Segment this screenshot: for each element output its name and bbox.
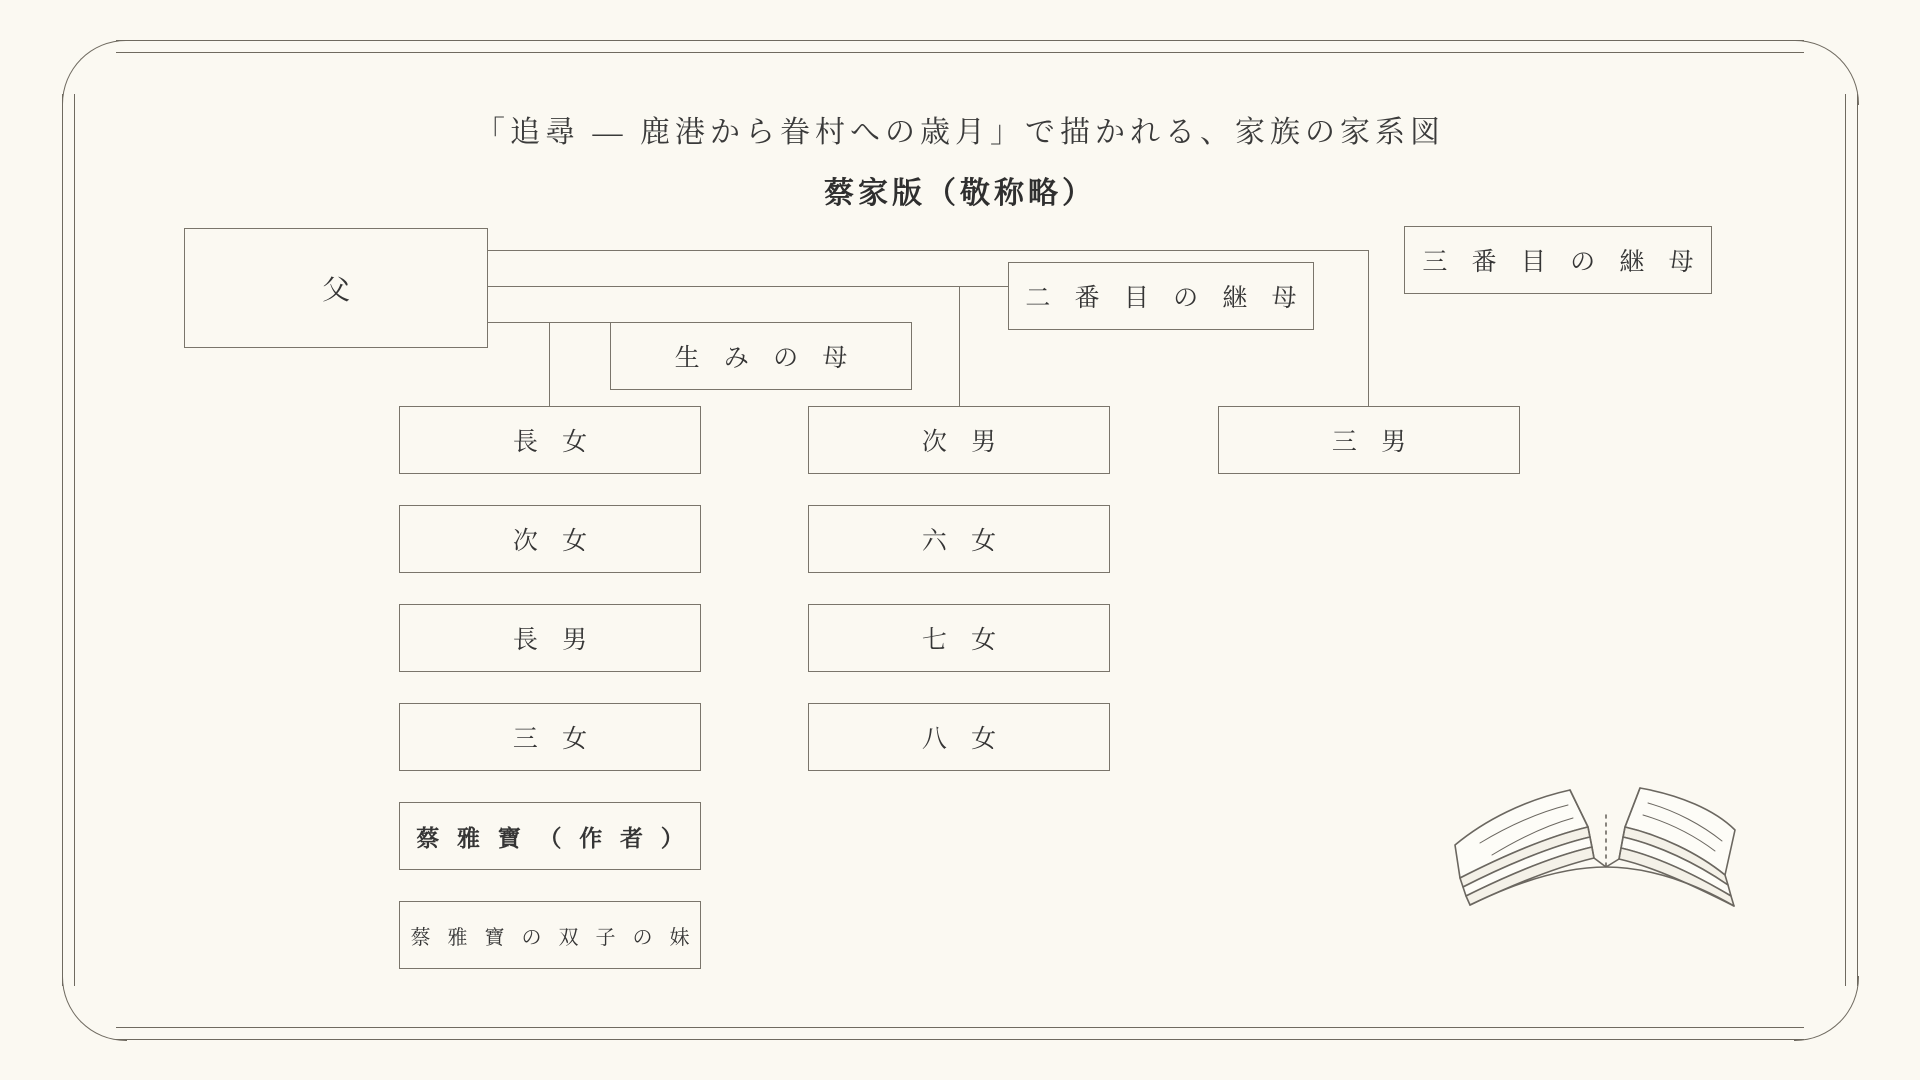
node-child-eighth-daughter[interactable] — [808, 703, 1110, 771]
node-child-author-label: 蔡 雅 寶 （ 作 者 ） — [416, 825, 690, 851]
node-child-eldest-son[interactable] — [399, 604, 701, 672]
node-child-seventh-daughter-label: 七 女 — [921, 627, 1006, 654]
node-child-eldest-daughter-label: 長 女 — [512, 429, 597, 456]
node-stepmother-second[interactable] — [1008, 262, 1314, 330]
edge-father-to-stepmother2-horizontal — [488, 286, 1008, 287]
node-child-second-son[interactable] — [808, 406, 1110, 474]
node-child-eighth-daughter-label: 八 女 — [921, 726, 1006, 753]
node-child-author-twin-sister[interactable] — [399, 901, 701, 969]
node-child-author-twin-sister-label: 蔡 雅 寶 の 双 子 の 妹 — [410, 926, 696, 949]
node-child-author[interactable] — [399, 802, 701, 870]
node-child-third-son[interactable] — [1218, 406, 1520, 474]
node-child-sixth-daughter[interactable] — [808, 505, 1110, 573]
node-child-second-daughter-label: 次 女 — [512, 528, 597, 555]
node-child-eldest-son-label: 長 男 — [512, 627, 597, 654]
node-child-third-daughter-label: 三 女 — [512, 726, 597, 753]
node-child-second-son-label: 次 男 — [921, 429, 1006, 456]
edge-father-to-stepmother3-horizontal — [488, 250, 1368, 251]
open-book-illustration — [1440, 715, 1790, 965]
node-child-third-daughter[interactable] — [399, 703, 701, 771]
diagram-title-secondary: 蔡家版（敬称略） — [824, 177, 1096, 210]
edge-stepmother2-children-vertical — [959, 286, 960, 406]
node-birth-mother[interactable] — [610, 322, 912, 390]
diagram-title-primary: 「追尋 — 鹿港から眷村への歳月」で描かれる、家族の家系図 — [475, 116, 1445, 149]
node-child-third-son-label: 三 男 — [1331, 429, 1416, 456]
node-father-label: 父 — [321, 275, 359, 306]
node-child-eldest-daughter[interactable] — [399, 406, 701, 474]
node-child-seventh-daughter[interactable] — [808, 604, 1110, 672]
node-child-second-daughter[interactable] — [399, 505, 701, 573]
node-stepmother-third-label: 三 番 目 の 継 母 — [1422, 249, 1703, 276]
node-father[interactable] — [184, 228, 488, 348]
edge-birthmother-children-vertical — [549, 322, 550, 406]
node-stepmother-third[interactable] — [1404, 226, 1712, 294]
node-child-sixth-daughter-label: 六 女 — [921, 528, 1006, 555]
edge-stepmother3-children-vertical — [1368, 250, 1369, 406]
node-stepmother-second-label: 二 番 目 の 継 母 — [1025, 285, 1306, 312]
node-birth-mother-label: 生 み の 母 — [674, 345, 857, 372]
